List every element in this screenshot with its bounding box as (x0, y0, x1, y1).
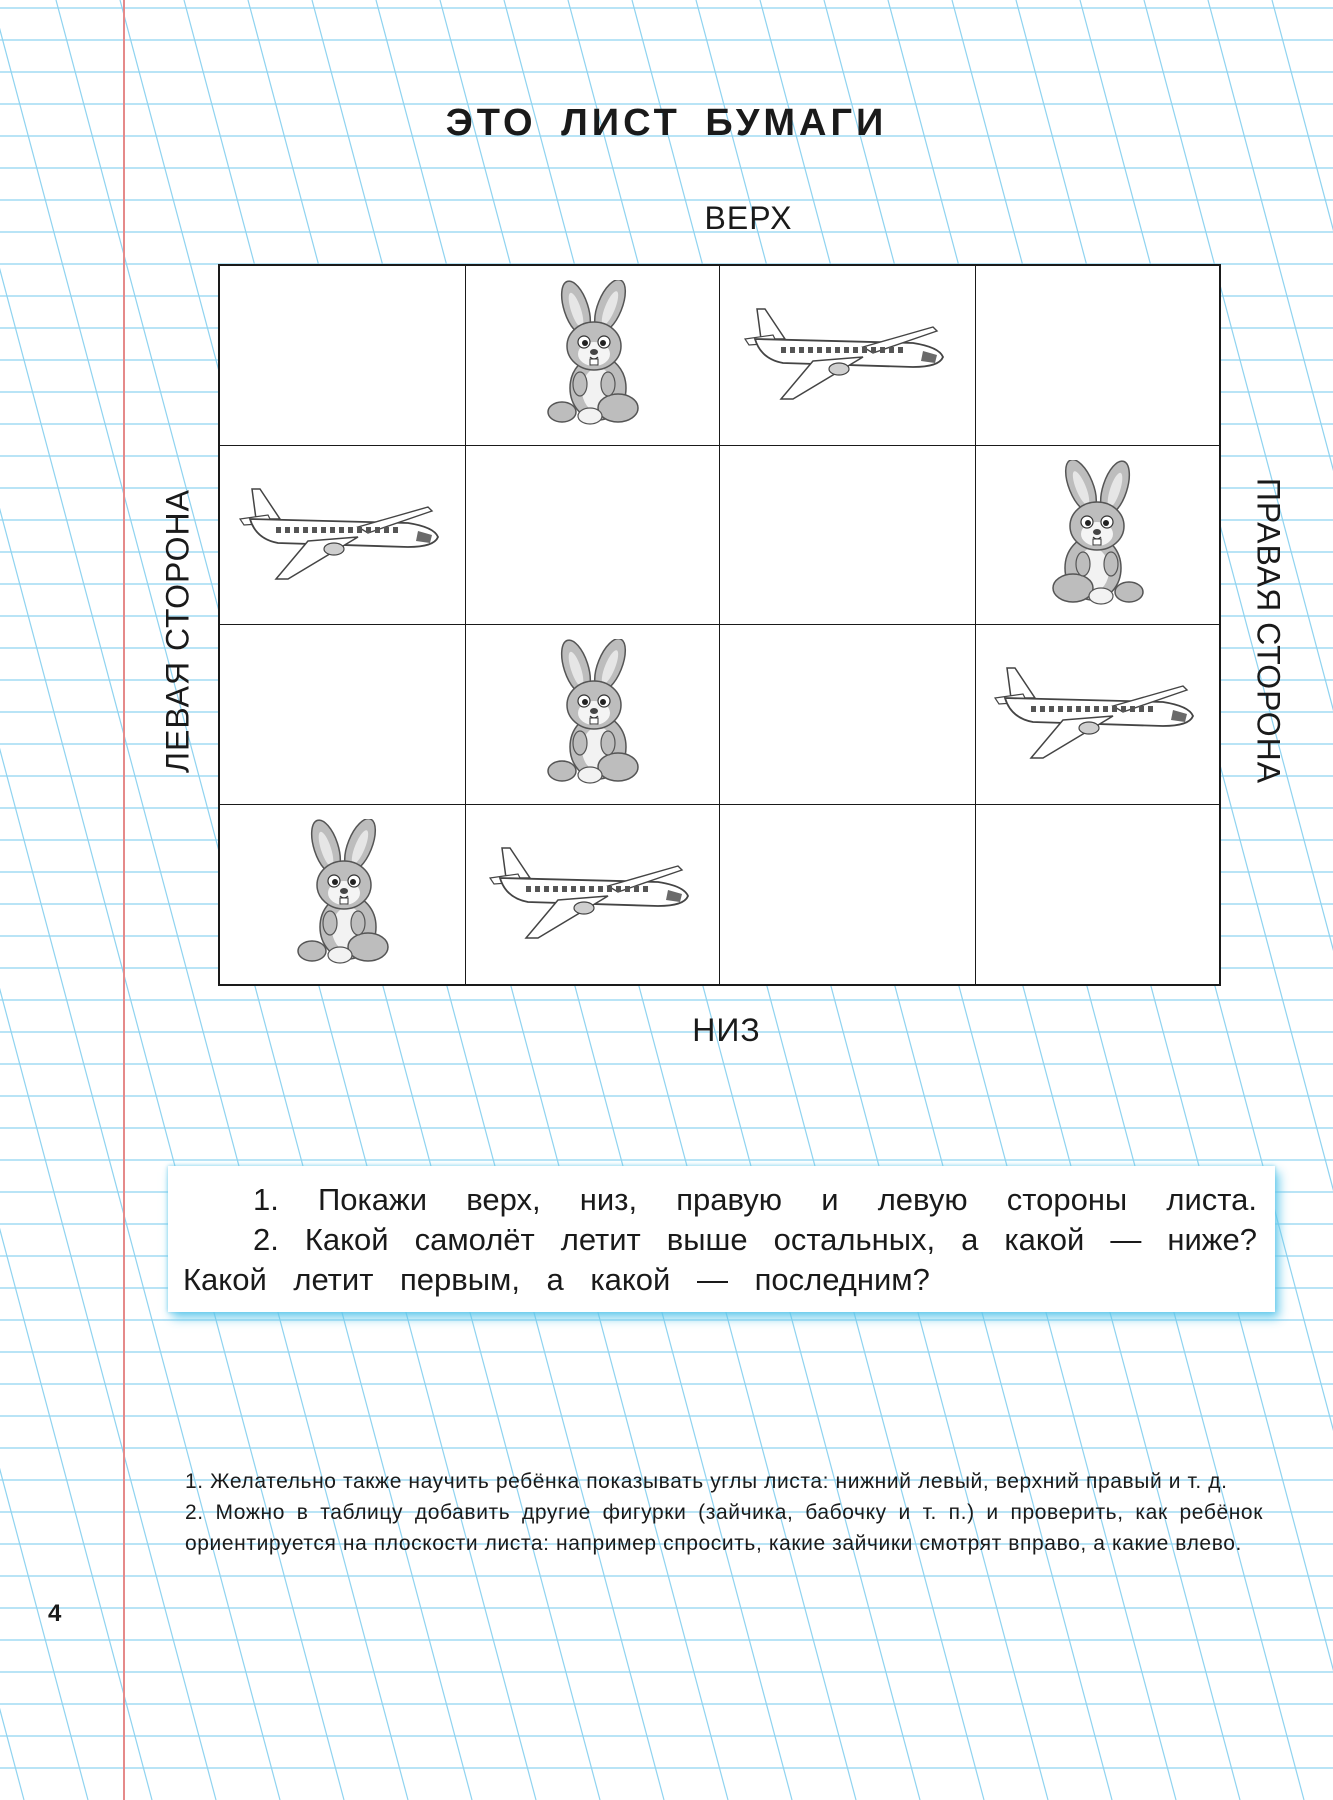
grid-cell-r2-c1 (220, 446, 466, 626)
label-left-side: ЛЕВАЯ СТОРОНА (159, 489, 196, 773)
page-title: ЭТО ЛИСТ БУМАГИ (445, 102, 888, 144)
task-box (168, 1166, 1275, 1312)
page-number: 4 (48, 1600, 62, 1627)
rabbit-figure (538, 280, 648, 430)
rabbit-figure (538, 639, 648, 789)
grid-cell-r4-c1 (220, 805, 466, 985)
margin-line (123, 0, 125, 1800)
label-top: ВЕРХ (704, 200, 793, 236)
task-line-3: Какой летит первым, а какой — последним? (183, 1262, 930, 1297)
rabbit-figure (1043, 460, 1153, 610)
grid-cell-r1-c1 (220, 266, 466, 446)
grid-cell-r1-c3 (720, 266, 976, 446)
grid-cell-r4-c3 (720, 805, 976, 985)
grid-cell-r1-c2 (466, 266, 720, 446)
airplane-figure (238, 475, 448, 595)
grid-cell-r4-c2 (466, 805, 720, 985)
grid-cell-r3-c2 (466, 625, 720, 805)
footnote-2: 2. Можно в таблицу добавить другие фигурки (зайчика, бабочку и т. п.) и проверить, как ребёнок ориентируется на плоскости листа: например спросить, какие зайчики смотрят вправо, а какие влево. (185, 1501, 1263, 1555)
grid-cell-r4-c4 (976, 805, 1219, 985)
grid-cell-r2-c4 (976, 446, 1219, 626)
rabbit-figure (288, 819, 398, 969)
task-line-2: 2. Какой самолёт летит выше остальных, а какой — ниже? (253, 1222, 1257, 1257)
grid-cell-r2-c2 (466, 446, 720, 626)
footnote-1: 1. Желательно также научить ребёнка показывать углы листа: нижний левый, верхний правый и т. д. (185, 1470, 1228, 1493)
sheet-grid-table (218, 264, 1221, 986)
airplane-figure (488, 834, 698, 954)
grid-cell-r3-c4 (976, 625, 1219, 805)
grid-cell-r2-c3 (720, 446, 976, 626)
label-bottom: НИЗ (692, 1012, 761, 1048)
grid-cell-r3-c1 (220, 625, 466, 805)
footnotes (185, 1466, 1263, 1559)
airplane-figure (743, 295, 953, 415)
grid-cell-r1-c4 (976, 266, 1219, 446)
airplane-figure (993, 654, 1203, 774)
task-line-1: 1. Покажи верх, низ, правую и левую стороны листа. (253, 1182, 1257, 1217)
label-right-side: ПРАВАЯ СТОРОНА (1250, 477, 1287, 785)
grid-cell-r3-c3 (720, 625, 976, 805)
